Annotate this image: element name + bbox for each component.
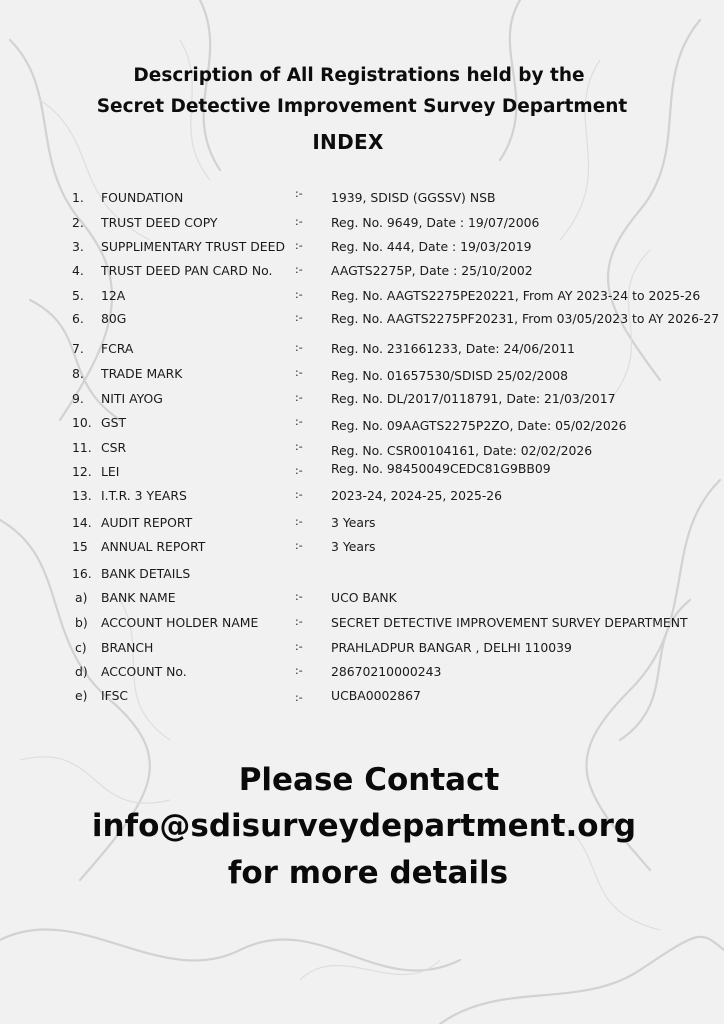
item-label: TRADE MARK — [101, 366, 183, 381]
item-label: BANK DETAILS — [101, 566, 191, 581]
item-separator: :- — [295, 366, 303, 379]
list-item — [0, 515, 724, 535]
item-separator: :- — [295, 640, 303, 653]
item-label: ACCOUNT HOLDER NAME — [101, 615, 259, 630]
item-separator: :- — [295, 615, 303, 628]
item-number: 6. — [72, 311, 84, 326]
list-item — [0, 239, 724, 259]
item-number: 1. — [72, 190, 84, 205]
list-item — [0, 263, 724, 283]
index-heading: INDEX — [312, 130, 384, 154]
list-item — [0, 566, 724, 586]
item-number: 5. — [72, 288, 84, 303]
item-number: 4. — [72, 263, 84, 278]
item-value: 28670210000243 — [331, 664, 442, 679]
list-item — [0, 366, 724, 386]
list-item — [0, 640, 724, 660]
item-number: 10. — [72, 415, 92, 430]
item-separator: :- — [295, 515, 303, 528]
item-separator: :- — [295, 311, 303, 324]
item-value: AAGTS2275P, Date : 25/10/2002 — [331, 263, 533, 278]
item-value: Reg. No. AAGTS2275PF20231, From 03/05/2023 to AY 2026-27 — [331, 311, 720, 326]
item-number: c) — [75, 640, 87, 655]
title-line-2: Secret Detective Improvement Survey Department — [96, 96, 628, 117]
item-label: FOUNDATION — [101, 190, 184, 205]
item-separator: :- — [295, 341, 303, 354]
item-label: CSR — [101, 440, 127, 455]
list-item — [0, 311, 724, 331]
list-item — [0, 664, 724, 684]
list-item — [0, 590, 724, 610]
item-value: Reg. No. AAGTS2275PE20221, From AY 2023-24 to 2025-26 — [331, 288, 701, 303]
item-separator: :- — [295, 391, 303, 404]
item-value: Reg. No. 01657530/SDISD 25/02/2008 — [331, 368, 568, 383]
list-item — [0, 488, 724, 508]
item-label: AUDIT REPORT — [101, 515, 193, 530]
item-value: 3 Years — [331, 539, 376, 554]
item-value: Reg. No. CSR00104161, Date: 02/02/2026 — [331, 443, 593, 458]
list-item — [0, 615, 724, 635]
item-number: a) — [75, 590, 88, 605]
item-value: Reg. No. 9649, Date : 19/07/2006 — [331, 215, 540, 230]
item-value: Reg. No. DL/2017/0118791, Date: 21/03/2017 — [331, 391, 616, 406]
item-label: LEI — [101, 464, 120, 479]
item-number: 3. — [72, 239, 84, 254]
item-label: NITI AYOG — [101, 391, 163, 406]
item-label: TRUST DEED PAN CARD No. — [101, 263, 273, 278]
item-number: 7. — [72, 341, 84, 356]
item-number: d) — [75, 664, 88, 679]
list-item — [0, 688, 724, 708]
item-number: 12. — [72, 464, 92, 479]
item-number: 9. — [72, 391, 84, 406]
item-number: e) — [75, 688, 88, 703]
item-label: TRUST DEED COPY — [101, 215, 218, 230]
list-item — [0, 288, 724, 308]
item-label: 12A — [101, 288, 126, 303]
item-label: ACCOUNT No. — [101, 664, 187, 679]
item-separator: :- — [295, 664, 303, 677]
item-label: SUPPLIMENTARY TRUST DEED — [101, 239, 285, 254]
list-item — [0, 461, 724, 484]
item-separator: :- — [295, 464, 303, 477]
contact-email: info@sdisurveydepartment.org — [91, 808, 637, 844]
item-label: I.T.R. 3 YEARS — [101, 488, 187, 503]
item-value: Reg. No. 98450049CEDC81G9BB09 — [331, 461, 551, 476]
item-value: Reg. No. 444, Date : 19/03/2019 — [331, 239, 532, 254]
item-value: 1939, SDISD (GGSSV) NSB — [331, 190, 496, 205]
item-number: 8. — [72, 366, 84, 381]
item-label: ANNUAL REPORT — [101, 539, 206, 554]
list-item — [0, 187, 724, 210]
item-separator: :- — [295, 239, 303, 252]
item-number: 11. — [72, 440, 92, 455]
item-separator: :- — [295, 215, 303, 228]
item-separator: :- — [295, 691, 303, 704]
item-value: UCBA0002867 — [331, 688, 421, 703]
list-item — [0, 440, 724, 460]
list-item — [0, 415, 724, 435]
item-value: Reg. No. 09AAGTS2275P2ZO, Date: 05/02/2026 — [331, 418, 627, 433]
item-number: 13. — [72, 488, 92, 503]
contact-line-1: Please Contact — [238, 762, 500, 798]
item-value: Reg. No. 231661233, Date: 24/06/2011 — [331, 341, 575, 356]
item-number: 16. — [72, 566, 92, 581]
item-value: SECRET DETECTIVE IMPROVEMENT SURVEY DEPARTMENT — [331, 615, 688, 630]
list-item — [0, 391, 724, 411]
item-number: 14. — [72, 515, 92, 530]
item-separator: :- — [295, 488, 303, 501]
item-number: 2. — [72, 215, 84, 230]
item-separator: :- — [295, 263, 303, 276]
list-item — [0, 215, 724, 235]
item-separator: :- — [295, 415, 303, 428]
item-value: 2023-24, 2024-25, 2025-26 — [331, 488, 503, 503]
item-label: IFSC — [101, 688, 129, 703]
item-number: 15 — [72, 539, 88, 554]
item-separator: :- — [295, 440, 303, 453]
list-item — [0, 341, 724, 361]
item-separator: :- — [295, 187, 303, 200]
item-value: PRAHLADPUR BANGAR , DELHI 110039 — [331, 640, 572, 655]
contact-line-3: for more details — [227, 855, 509, 891]
item-separator: :- — [295, 288, 303, 301]
list-item — [0, 539, 724, 559]
title-line-1: Description of All Registrations held by the — [133, 65, 585, 86]
item-value: UCO BANK — [331, 590, 397, 605]
item-label: GST — [101, 415, 127, 430]
item-label: BRANCH — [101, 640, 154, 655]
item-label: BANK NAME — [101, 590, 176, 605]
item-separator: :- — [295, 539, 303, 552]
item-value: 3 Years — [331, 515, 376, 530]
item-separator: :- — [295, 590, 303, 603]
item-number: b) — [75, 615, 88, 630]
item-label: 80G — [101, 311, 127, 326]
item-label: FCRA — [101, 341, 134, 356]
